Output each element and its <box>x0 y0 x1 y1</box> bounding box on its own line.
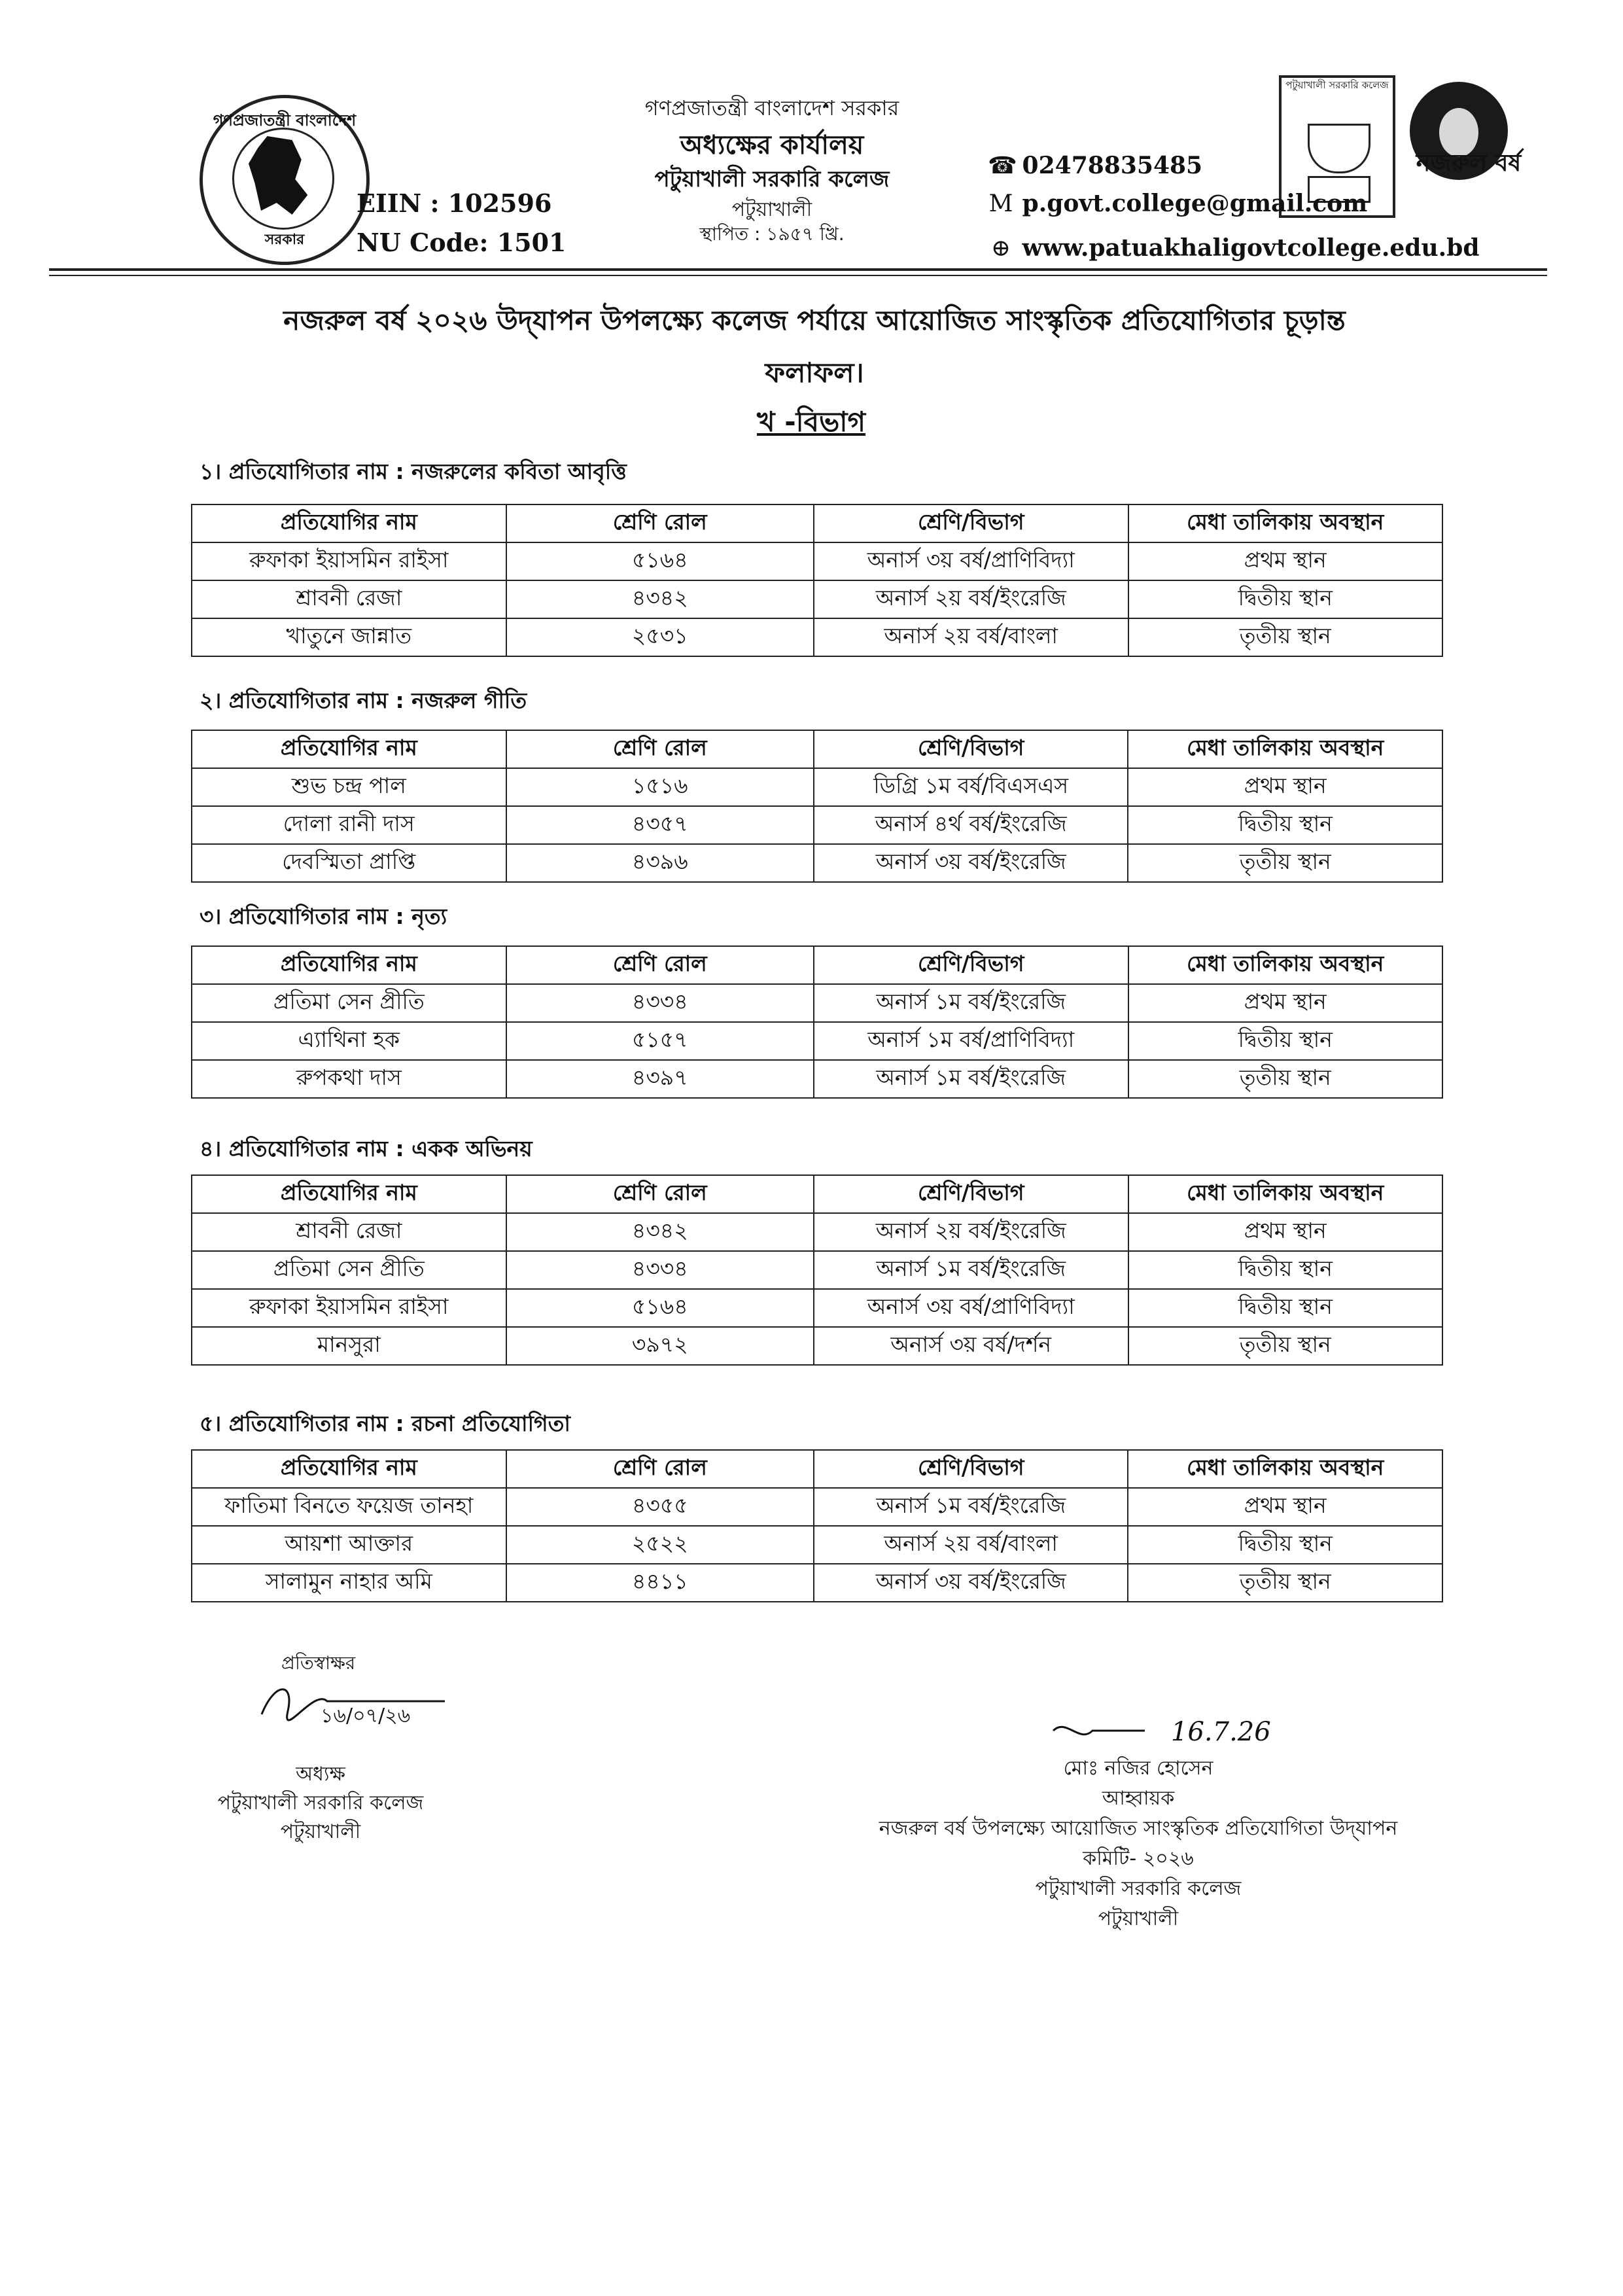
competition-title: ২। প্রতিযোগিতার নাম : নজরুল গীতি <box>200 688 527 713</box>
table-row <box>192 1022 1442 1060</box>
cell-roll: ২৫২২ <box>506 1526 814 1564</box>
principal-title: অধ্যক্ষ <box>296 1763 345 1786</box>
email-line <box>988 190 1367 217</box>
seal-text-bottom: সরকার <box>264 232 305 248</box>
table-row <box>192 580 1442 618</box>
table-row <box>192 984 1442 1022</box>
table-row <box>192 1526 1442 1564</box>
cell-rank: প্রথম স্থান <box>1128 768 1442 806</box>
eiin-number: EIIN : 102596 <box>357 188 552 218</box>
header-rank: মেধা তালিকায় অবস্থান <box>1128 1175 1443 1213</box>
cell-roll: ৩৯৭২ <box>506 1327 814 1365</box>
phone-line <box>988 152 1202 179</box>
header-rank: মেধা তালিকায় অবস্থান <box>1128 1450 1442 1488</box>
cell-name: রুফাকা ইয়াসমিন রাইসা <box>192 1289 506 1327</box>
document-title-line1: নজরুল বর্ষ ২০২৬ উদ্‌যাপন উপলক্ষ্যে কলেজ পর্যায়ে আয়োজিত সাংস্কৃতিক প্রতিযোগিতার চূড়ান্ত <box>283 304 1346 336</box>
cell-dept: অনার্স ২য় বর্ষ/বাংলা <box>814 618 1128 656</box>
office-name: অধ্যক্ষের কার্যালয় <box>680 130 864 160</box>
header-name: প্রতিযোগির নাম <box>192 730 506 768</box>
mail-icon: M <box>988 190 1013 217</box>
header-dept: শ্রেণি/বিভাগ <box>814 730 1128 768</box>
cell-roll: ৪৩৫৭ <box>506 806 814 844</box>
results-table <box>191 1449 1443 1602</box>
cell-rank: তৃতীয় স্থান <box>1128 1327 1443 1365</box>
competition-title: ১। প্রতিযোগিতার নাম : নজরুলের কবিতা আবৃত্তি <box>200 459 627 484</box>
ship-icon <box>1308 124 1370 173</box>
cell-roll: ৫১৬৪ <box>506 1289 814 1327</box>
seal-text-top: গণপ্রজাতন্ত্রী বাংলাদেশ <box>213 111 357 130</box>
cell-rank: দ্বিতীয় স্থান <box>1128 1022 1443 1060</box>
cell-roll: ৫১৬৪ <box>506 542 814 580</box>
cell-dept: অনার্স ১ম বর্ষ/ইংরেজি <box>814 1251 1128 1289</box>
header-name: প্রতিযোগির নাম <box>192 1175 506 1213</box>
cell-roll: ৪৩৯৭ <box>506 1060 814 1098</box>
cell-dept: অনার্স ৩য় বর্ষ/প্রাণিবিদ্যা <box>814 1289 1128 1327</box>
cell-roll: ১৫১৬ <box>506 768 814 806</box>
convener-committee: নজরুল বর্ষ উপলক্ষ্যে আয়োজিত সাংস্কৃতিক প্রতিযোগিতা উদ্‌যাপন <box>879 1817 1398 1840</box>
cell-name: খাতুনে জান্নাত <box>192 618 506 656</box>
nu-code: NU Code: 1501 <box>357 228 567 257</box>
header-dept: শ্রেণি/বিভাগ <box>814 946 1128 984</box>
college-logo-caption: পটুয়াখালী সরকারি কলেজ <box>1285 79 1389 91</box>
convener-name: মোঃ নজির হোসেন <box>1063 1757 1213 1780</box>
principal-signature <box>255 1675 451 1727</box>
header-divider-thin <box>49 275 1547 276</box>
cell-name: প্রতিমা সেন প্রীতি <box>192 1251 506 1289</box>
cell-dept: অনার্স ১ম বর্ষ/প্রাণিবিদ্যা <box>814 1022 1128 1060</box>
table-header-row <box>192 946 1442 984</box>
header-dept: শ্রেণি/বিভাগ <box>814 1450 1128 1488</box>
college-name: পটুয়াখালী সরকারি কলেজ <box>654 166 890 192</box>
cell-dept: অনার্স ২য় বর্ষ/বাংলা <box>814 1526 1128 1564</box>
cell-dept: অনার্স ২য় বর্ষ/ইংরেজি <box>814 580 1128 618</box>
header-roll: শ্রেণি রোল <box>506 730 814 768</box>
email-address[interactable]: p.govt.college@gmail.com <box>1022 190 1368 217</box>
table-header-row <box>192 730 1442 768</box>
cell-rank: দ্বিতীয় স্থান <box>1128 580 1443 618</box>
table-row <box>192 806 1442 844</box>
established-date: স্থাপিত : ১৯৫৭ খ্রি. <box>699 223 845 245</box>
cell-rank: তৃতীয় স্থান <box>1128 844 1442 882</box>
header-rank: মেধা তালিকায় অবস্থান <box>1128 730 1442 768</box>
cell-dept: অনার্স ১ম বর্ষ/ইংরেজি <box>814 984 1128 1022</box>
cell-name: সালামুন নাহার অমি <box>192 1564 506 1602</box>
cell-dept: অনার্স ৩য় বর্ষ/ইংরেজি <box>814 844 1128 882</box>
header-name: প্রতিযোগির নাম <box>192 1450 506 1488</box>
cell-dept: অনার্স ৪র্থ বর্ষ/ইংরেজি <box>814 806 1128 844</box>
cell-roll: ৪৩৩৪ <box>506 1251 814 1289</box>
cell-rank: তৃতীয় স্থান <box>1128 1564 1442 1602</box>
table-header-row <box>192 1175 1442 1213</box>
cell-name: ফাতিমা বিনতে ফয়েজ তানহা <box>192 1488 506 1526</box>
header-rank: মেধা তালিকায় অবস্থান <box>1128 946 1443 984</box>
cell-rank: প্রথম স্থান <box>1128 542 1443 580</box>
table-row <box>192 1251 1442 1289</box>
table-row <box>192 1213 1442 1251</box>
header-roll: শ্রেণি রোল <box>506 1450 814 1488</box>
document-title-line2: ফলাফল। <box>765 357 864 389</box>
section-subtitle: খ -বিভাগ <box>756 406 866 438</box>
cell-dept: অনার্স ৩য় বর্ষ/ইংরেজি <box>814 1564 1128 1602</box>
cell-rank: প্রথম স্থান <box>1128 984 1443 1022</box>
cell-dept: অনার্স ৩য় বর্ষ/প্রাণিবিদ্যা <box>814 542 1128 580</box>
cell-name: শ্রাবনী রেজা <box>192 1213 506 1251</box>
cell-roll: ৪৩৯৬ <box>506 844 814 882</box>
phone-icon: ☎ <box>988 152 1017 179</box>
convener-city: পটুয়াখালী <box>1098 1907 1179 1930</box>
cell-rank: দ্বিতীয় স্থান <box>1128 1526 1442 1564</box>
countersign-label: প্রতিস্বাক্ষর <box>281 1652 356 1674</box>
cell-rank: প্রথম স্থান <box>1128 1213 1443 1251</box>
convener-committee-year: কমিটি- ২০২৬ <box>1083 1847 1194 1870</box>
cell-dept: অনার্স ১ম বর্ষ/ইংরেজি <box>814 1060 1128 1098</box>
header-name: প্রতিযোগির নাম <box>192 946 506 984</box>
cell-rank: প্রথম স্থান <box>1128 1488 1442 1526</box>
convener-signature-block <box>824 1754 1452 1934</box>
cell-roll: ৪৪১১ <box>506 1564 814 1602</box>
competition-title: ৪। প্রতিযোগিতার নাম : একক অভিনয় <box>200 1136 532 1161</box>
results-table <box>191 504 1443 657</box>
cell-rank: তৃতীয় স্থান <box>1128 618 1443 656</box>
table-row <box>192 768 1442 806</box>
header-dept: শ্রেণি/বিভাগ <box>814 504 1128 542</box>
cell-name: এ্যাথিনা হক <box>192 1022 506 1060</box>
convener-title: আহ্বায়ক <box>1102 1787 1175 1810</box>
globe-icon: ⊕ <box>990 235 1011 262</box>
principal-city: পটুয়াখালী <box>280 1820 361 1843</box>
principal-college: পটুয়াখালী সরকারি কলেজ <box>217 1792 424 1814</box>
college-city: পটুয়াখালী <box>731 198 812 221</box>
cell-name: দোলা রানী দাস <box>192 806 506 844</box>
cell-dept: ডিগ্রি ১ম বর্ষ/বিএসএস <box>814 768 1128 806</box>
header-roll: শ্রেণি রোল <box>506 504 814 542</box>
cell-rank: দ্বিতীয় স্থান <box>1128 1289 1443 1327</box>
cell-name: রুফাকা ইয়াসমিন রাইসা <box>192 542 506 580</box>
cell-name: দেবস্মিতা প্রাপ্তি <box>192 844 506 882</box>
header-roll: শ্রেণি রোল <box>506 1175 814 1213</box>
cell-dept: অনার্স ১ম বর্ষ/ইংরেজি <box>814 1488 1128 1526</box>
cell-roll: ৪৩৫৫ <box>506 1488 814 1526</box>
cell-dept: অনার্স ২য় বর্ষ/ইংরেজি <box>814 1213 1128 1251</box>
govt-name: গণপ্রজাতন্ত্রী বাংলাদেশ সরকার <box>644 96 899 120</box>
cell-name: রুপকথা দাস <box>192 1060 506 1098</box>
table-row <box>192 1327 1442 1365</box>
convener-college: পটুয়াখালী সরকারি কলেজ <box>1035 1877 1242 1900</box>
cell-roll: ৪৩৪২ <box>506 580 814 618</box>
cell-rank: দ্বিতীয় স্থান <box>1128 806 1442 844</box>
cell-dept: অনার্স ৩য় বর্ষ/দর্শন <box>814 1327 1128 1365</box>
cell-rank: দ্বিতীয় স্থান <box>1128 1251 1443 1289</box>
government-seal <box>200 95 370 265</box>
cell-rank: তৃতীয় স্থান <box>1128 1060 1443 1098</box>
cell-name: শুভ চন্দ্র পাল <box>192 768 506 806</box>
website-url[interactable]: www.patuakhaligovtcollege.edu.bd <box>1022 234 1480 262</box>
convener-signature <box>1047 1704 1295 1757</box>
results-table <box>191 1174 1443 1366</box>
table-header-row <box>192 1450 1442 1488</box>
results-table <box>191 945 1443 1099</box>
cell-roll: ৫১৫৭ <box>506 1022 814 1060</box>
table-row <box>192 844 1442 882</box>
table-row <box>192 618 1442 656</box>
convener-signature-date: 16.7.26 <box>1171 1717 1271 1747</box>
cell-roll: ৪৩৩৪ <box>506 984 814 1022</box>
competition-title: ৫। প্রতিযোগিতার নাম : রচনা প্রতিযোগিতা <box>200 1411 570 1436</box>
competition-title: ৩। প্রতিযোগিতার নাম : নৃত্য <box>200 904 447 929</box>
header-roll: শ্রেণি রোল <box>506 946 814 984</box>
nazrul-year-logo-text: নজরুল বর্ষ <box>1416 150 1522 177</box>
table-row <box>192 1488 1442 1526</box>
table-header-row <box>192 504 1442 542</box>
cell-roll: ২৫৩১ <box>506 618 814 656</box>
principal-signature-date: ১৬/০৭/২৬ <box>321 1704 411 1727</box>
cell-name: প্রতিমা সেন প্রীতি <box>192 984 506 1022</box>
phone-number: 02478835485 <box>1022 152 1203 179</box>
header-divider <box>49 268 1547 271</box>
table-row <box>192 542 1442 580</box>
cell-name: আয়শা আক্তার <box>192 1526 506 1564</box>
table-row <box>192 1060 1442 1098</box>
cell-name: শ্রাবনী রেজা <box>192 580 506 618</box>
header-rank: মেধা তালিকায় অবস্থান <box>1128 504 1443 542</box>
principal-signature-block <box>196 1760 445 1846</box>
header-dept: শ্রেণি/বিভাগ <box>814 1175 1128 1213</box>
results-table <box>191 730 1443 883</box>
cell-name: মানসুরা <box>192 1327 506 1365</box>
website-line <box>988 234 1480 262</box>
table-row <box>192 1289 1442 1327</box>
table-row <box>192 1564 1442 1602</box>
header-name: প্রতিযোগির নাম <box>192 504 506 542</box>
cell-roll: ৪৩৪২ <box>506 1213 814 1251</box>
